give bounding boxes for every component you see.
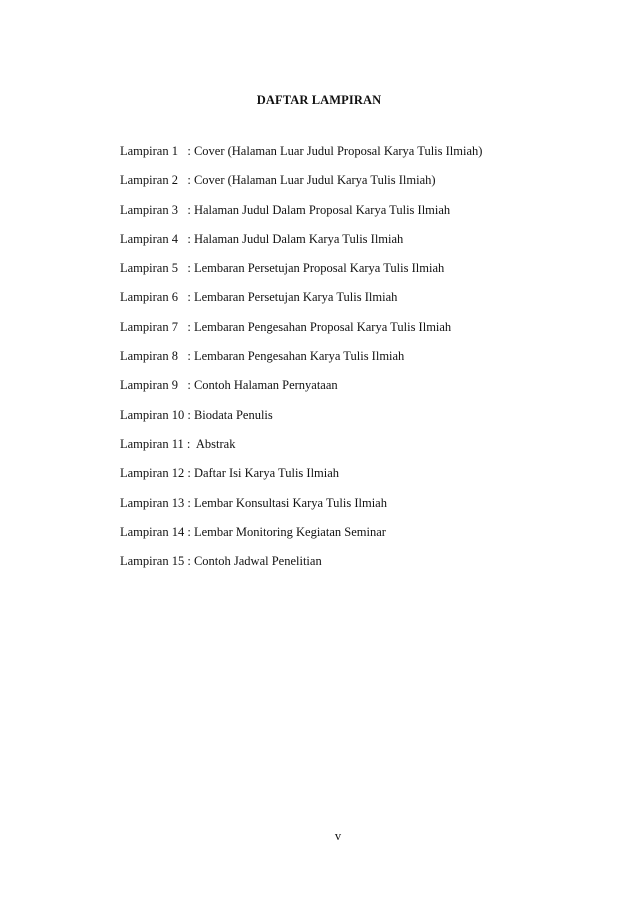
appendix-entry: Lampiran 2 : Cover (Halaman Luar Judul Karya Tulis Ilmiah) — [120, 173, 436, 188]
appendix-entry: Lampiran 3 : Halaman Judul Dalam Proposal Karya Tulis Ilmiah — [120, 202, 451, 217]
appendix-entry: Lampiran 5 : Lembaran Persetujan Proposal Karya Tulis Ilmiah — [120, 261, 445, 276]
list-item — [120, 407, 482, 436]
appendix-entry: Lampiran 10 : Biodata Penulis — [120, 407, 273, 422]
list-item — [120, 202, 482, 231]
list-item — [120, 553, 482, 582]
appendix-entry: Lampiran 7 : Lembaran Pengesahan Proposal Karya Tulis Ilmiah — [120, 319, 452, 334]
page-title: DAFTAR LAMPIRAN — [256, 93, 382, 107]
list-item — [120, 319, 482, 348]
appendix-entry: Lampiran 13 : Lembar Konsultasi Karya Tulis Ilmiah — [120, 495, 387, 510]
list-item — [120, 289, 482, 318]
appendix-list — [120, 143, 482, 582]
appendix-entry: Lampiran 9 : Contoh Halaman Pernyataan — [120, 378, 338, 393]
list-item — [120, 524, 482, 553]
appendix-entry: Lampiran 4 : Halaman Judul Dalam Karya Tulis Ilmiah — [120, 231, 404, 246]
list-item — [120, 348, 482, 377]
list-item — [120, 436, 482, 465]
list-item — [120, 143, 482, 172]
list-item — [120, 495, 482, 524]
list-item — [120, 465, 482, 494]
appendix-entry: Lampiran 1 : Cover (Halaman Luar Judul Proposal Karya Tulis Ilmiah) — [120, 144, 483, 158]
appendix-entry: Lampiran 8 : Lembaran Pengesahan Karya Tulis Ilmiah — [120, 349, 405, 364]
list-item — [120, 260, 482, 289]
list-item — [120, 231, 482, 260]
appendix-entry: Lampiran 12 : Daftar Isi Karya Tulis Ilmiah — [120, 466, 340, 481]
page-number: v — [334, 829, 342, 843]
appendix-entry: Lampiran 14 : Lembar Monitoring Kegiatan Seminar — [120, 524, 386, 539]
appendix-entry: Lampiran 15 : Contoh Jadwal Penelitian — [120, 554, 322, 569]
list-item — [120, 377, 482, 406]
appendix-entry: Lampiran 6 : Lembaran Persetujan Karya Tulis Ilmiah — [120, 290, 398, 305]
list-item — [120, 172, 482, 201]
appendix-entry: Lampiran 11 : Abstrak — [120, 436, 236, 451]
